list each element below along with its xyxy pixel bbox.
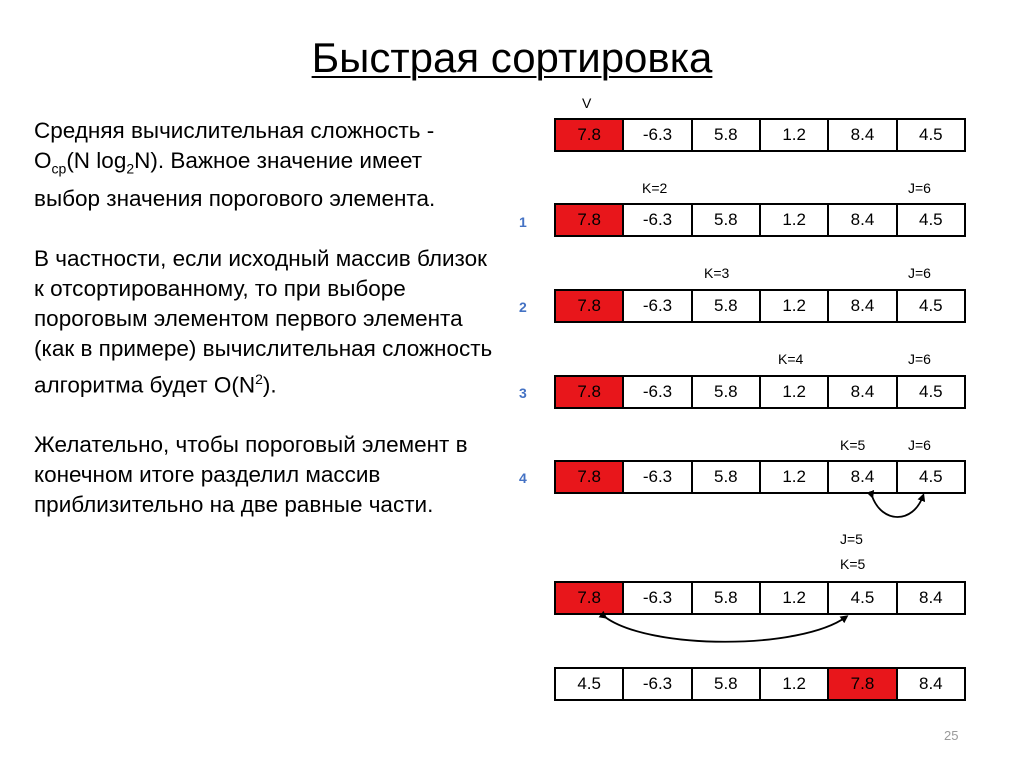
step-number-4: 4	[519, 470, 527, 486]
array-cell: 8.4	[827, 377, 895, 407]
array-cell: 5.8	[691, 462, 759, 492]
array-cell: 4.5	[896, 120, 964, 150]
array-cell: 5.8	[691, 583, 759, 613]
label-j-row2: J=6	[908, 265, 931, 281]
array-cell: 8.4	[827, 291, 895, 321]
array-cell: 8.4	[896, 669, 964, 699]
array-cell: -6.3	[622, 291, 690, 321]
label-k-row3: K=4	[778, 351, 804, 367]
swap-arrow-pivot-4.5	[605, 617, 846, 642]
array-cell: -6.3	[622, 377, 690, 407]
pivot-cell: 7.8	[556, 377, 622, 407]
pivot-cell: 7.8	[556, 291, 622, 321]
array-cell: 1.2	[759, 669, 827, 699]
array-cell: 1.2	[759, 462, 827, 492]
step-number-1: 1	[519, 214, 527, 230]
paragraph-recommendation: Желательно, чтобы пороговый элемент в конечном итоге разделил массив приблизительно на две равные части.	[34, 432, 468, 517]
label-k-row5: K=5	[840, 556, 866, 572]
array-cell: 4.5	[827, 583, 895, 613]
swap-arrow-8.4-4.5	[872, 496, 923, 517]
array-cell: 1.2	[759, 291, 827, 321]
array-cell: -6.3	[622, 120, 690, 150]
label-j-row5: J=5	[840, 531, 863, 547]
label-k-row4: K=5	[840, 437, 866, 453]
array-cell: 4.5	[896, 291, 964, 321]
pivot-label-v: V	[582, 95, 592, 111]
array-cell: 4.5	[896, 377, 964, 407]
array-cell: 5.8	[691, 377, 759, 407]
step-number-3: 3	[519, 385, 527, 401]
array-cell: 1.2	[759, 120, 827, 150]
label-j-row1: J=6	[908, 180, 931, 196]
array-cell: -6.3	[622, 583, 690, 613]
array-cell: 4.5	[896, 462, 964, 492]
array-cell: 8.4	[827, 205, 895, 235]
label-k-row2: K=3	[704, 265, 730, 281]
array-cell: 8.4	[896, 583, 964, 613]
paragraph-complexity: Средняя вычислительная сложность - $O_{ср}(N$ $\log_2N$). Важное значение имеет выбор значения порогового элемента.	[34, 118, 436, 211]
array-cell: 1.2	[759, 377, 827, 407]
array-cell: 5.8	[691, 120, 759, 150]
pivot-cell: 7.8	[556, 205, 622, 235]
pivot-cell: 7.8	[556, 120, 622, 150]
array-cell: -6.3	[622, 462, 690, 492]
page-number: 25	[944, 728, 959, 743]
pivot-cell: 7.8	[827, 669, 895, 699]
array-cell: 1.2	[759, 583, 827, 613]
array-cell: 1.2	[759, 205, 827, 235]
array-cell: 5.8	[691, 205, 759, 235]
pivot-cell: 7.8	[556, 462, 622, 492]
pivot-cell: 7.8	[556, 583, 622, 613]
label-k-row1: K=2	[642, 180, 668, 196]
array-cell: 8.4	[827, 462, 895, 492]
array-cell: 8.4	[827, 120, 895, 150]
slide-title: Быстрая сортировка	[311, 34, 713, 81]
array-cell: 5.8	[691, 291, 759, 321]
array-cell: 4.5	[577, 674, 601, 693]
paragraph-worst-case: В частности, если исходный массив близок к отсортированному, то при выборе пороговым элементом первого элемента (как в примере) вычислительная сложность алгоритма будет $O(N^2)$.	[34, 245, 493, 397]
array-cell: 4.5	[896, 205, 964, 235]
label-j-row3: J=6	[908, 351, 931, 367]
array-cell: -6.3	[622, 205, 690, 235]
array-cell: -6.3	[622, 669, 690, 699]
step-number-2: 2	[519, 299, 527, 315]
label-j-row4: J=6	[908, 437, 931, 453]
array-cell: 5.8	[691, 669, 759, 699]
